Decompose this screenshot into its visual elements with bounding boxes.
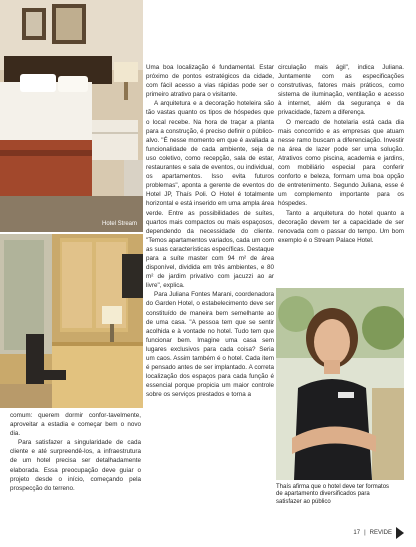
- article-column-right: [278, 63, 404, 245]
- article-column-left: [10, 411, 141, 493]
- paragraph: comum: querem dormir confor-tavelmente, aproveitar a estadia e começar bem o novo dia.: [10, 412, 141, 438]
- hotel-room-illustration: [0, 0, 143, 232]
- article-column-middle: [146, 63, 274, 399]
- paragraph: Para satisfazer a singularidade de cada cliente e até surpreendê-los, a infraestrutura de um hotel precisa ser detalhadamente elaborada. Essa preocupação deve guiar o projeto desde o início, começando pela prospecção do terreno.: [10, 439, 141, 492]
- hotel-interior-illustration: [0, 234, 143, 408]
- hotel-room-photo: [0, 0, 143, 232]
- page-folio: [353, 527, 404, 539]
- paragraph: Para Juliana Fontes Marani, coordenadora do Garden Hotel, o estabelecimento deve ser constituído de maneira bem semelhante ao de uma casa. "A pessoa tem que se sentir acolhida e à vontade no hotel. Tudo tem que funcionar bem. Imagine uma casa sem lugares exclusivos para cada coisa? Seria um caos. Assim também é o hotel. Cada item é pensado antes de ser implantado. A correta localização dos espaços para cada função é essencial porque propicia um maior controle sobre os serviços prestados e torna a: [146, 291, 274, 399]
- next-page-arrow-icon[interactable]: [396, 527, 404, 539]
- paragraph: circulação mais ágil", indica Juliana. Juntamente com as especificações construtivas, fatores mais práticos, como sistema de iluminação, ventilação e acesso à internet, além da segurança e da privacidade, fazem a diferença.: [278, 64, 404, 117]
- photo-caption: Hotel Stream: [101, 221, 137, 227]
- paragraph: Tanto a arquitetura do hotel quanto a decoração devem ter a capacidade de ser renovada com o passar do tempo. Um bom exemplo é o Stream Palace Hotel.: [278, 209, 404, 244]
- paragraph: O mercado de hotelaria está cada dia mais concorrido e as empresas que atuam nesse ramo buscam a diferenciação. Investir na área de lazer pode ser uma solução. Atrativos como piscina, academia e jardins, com mobiliário especial para conferir conforto e beleza, formam uma boa opção de entretenimento. Segundo Juliana, esse é um complemento importante para os hóspedes.: [278, 118, 404, 208]
- magazine-name: REVIDE: [369, 530, 392, 536]
- page-number: 17: [353, 530, 361, 536]
- portrait-illustration: [276, 288, 404, 480]
- paragraph: A arquitetura e a decoração hoteleira são tão vastas quanto os tipos de hóspedes que o local recebe. Na hora de traçar a planta para a construção, é preciso definir o público-alvo. "É nesse momento em que é avaliada a funcionalidade de cada ambiente, seja de uso coletivo, como recepção, sala de estar, restaurantes e sala de eventos, ou individual, os apartamentos. Isso evita futuros problemas", aponta a gerente de eventos do Hotel JP, Thaís Poli. O Hotel é totalmente horizontal e está inserido em uma ampla área verde. Entre as possibilidades de suítes, quartos mais compactos ou mais espaçosos, dependendo da necessidade do cliente. "Temos apartamentos variados, cada um com as suas características específicas. Destaque para a suíte master com 94 m² de área disponível, dividida em três ambientes, e 80 m² de jardim privativo com jacuzzi ao ar livre", explica.: [146, 100, 274, 290]
- paragraph: Uma boa localização é fundamental. Estar próximo de pontos estratégicos da cidade, com fácil acesso a vias rápidas pode ser o primeiro atrativo para o visitante.: [146, 64, 274, 99]
- hotel-interior-photo: [0, 234, 143, 408]
- portrait-caption: Thaís afirma que o hotel deve ter formatos de apartamento diversificados para satisfazer ao público: [276, 484, 390, 505]
- folio-separator: |: [364, 530, 366, 536]
- portrait-photo: [276, 288, 404, 480]
